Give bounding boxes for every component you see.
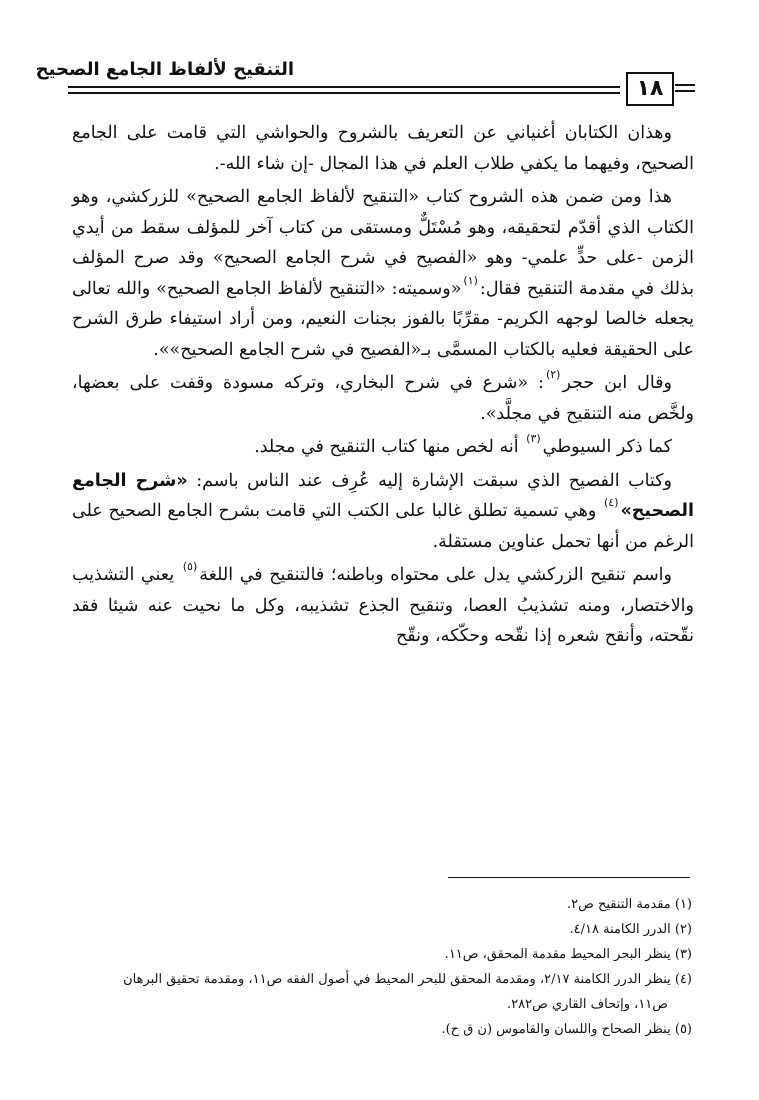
- footnote: (١) مقدمة التنقيح ص٢.: [567, 897, 692, 912]
- footnote: (٥) ينظر الصحاح واللسان والقاموس (ن ق ح).: [441, 1022, 692, 1037]
- footnote-marker[interactable]: (٤): [603, 496, 619, 509]
- header-rule: [675, 84, 695, 86]
- paragraph-text: : «شرع في شرح البخاري، وتركه مسودة وقفت على بعضها، ولخَّص منه التنقيح في مجلَّد».: [72, 373, 694, 424]
- paragraph-text: وقال ابن حجر: [562, 373, 672, 393]
- paragraph-text: واسم تنقيح الزركشي يدل على محتواه وباطنه؛ فالتنقيح في اللغة: [199, 565, 672, 585]
- header-rule: [68, 86, 620, 88]
- main-text: [72, 118, 694, 652]
- header-rule: [675, 90, 695, 92]
- paragraph-text: كما ذكر السيوطي: [542, 437, 672, 457]
- footnote: (٢) الدرر الكامنة ٤/١٨.: [569, 922, 692, 937]
- page-number: ١٨: [626, 72, 674, 106]
- header-rule: [68, 92, 620, 94]
- paragraph-text: وهذان الكتابان أغنياني عن التعريف بالشروح والحواشي التي قامت على الجامع الصحيح، وفيهما ما يكفي طلاب العلم في هذا المجال -إن شاء الله-.: [72, 123, 694, 174]
- footnote-marker[interactable]: (٣): [526, 432, 541, 445]
- paragraph: [72, 560, 694, 652]
- paragraph-text: وكتاب الفصيح الذي سبقت الإشارة إليه عُرِف عند الناس باسم:: [196, 470, 672, 491]
- paragraph: [72, 432, 694, 463]
- quotation-text: «وسميته: «التنقيح لألفاظ الجامع الصحيح» والله تعالى يجعله خالصا لوجهه الكريم- مقرِّبًا بالفوز بجنات النعيم، ومن أراد استيفاء طرق الشرح على الحقيقة فعليه بالكتاب المسمَّى بـ«الفصيح في شرح الجامع الصحيح»».: [72, 278, 694, 360]
- paragraph: [72, 466, 694, 558]
- running-header-title: التنقيح لألفاظ الجامع الصحيح: [35, 59, 294, 80]
- footnote: (٣) ينظر البحر المحيط مقدمة المحقق، ص١١.: [444, 947, 692, 962]
- footnotes: [76, 892, 692, 1042]
- paragraph: [72, 368, 694, 429]
- paragraph-text: وهي تسمية تطلق غالبا على الكتب التي قامت بشرح الجامع الصحيح على الرغم من أنها تحمل عناوين مستقلة.: [72, 501, 694, 552]
- book-title-bold: «شرح الجامع الصحيح»: [72, 470, 694, 521]
- paragraph-text: أنه لخص منها كتاب التنقيح في مجلد.: [254, 437, 519, 457]
- footnote-separator: [448, 877, 690, 878]
- footnote-marker[interactable]: (١): [463, 273, 478, 287]
- paragraph-text: يعني التشذيب والاختصار، ومنه تشذيبُ العصا، وتنقيح الجذع تشذيبه، وكل ما نحيت عنه شيئا فقد نقّحته، وأنقح شعره إذا نقّحه وحكّكه، ونقّح: [72, 565, 694, 646]
- paragraph: [72, 118, 694, 179]
- footnote-continuation: ص١١، وإتحاف القاري ص٢٨٢.: [507, 997, 668, 1012]
- footnote: (٤) ينظر الدرر الكامنة ٢/١٧، ومقدمة المحقق للبحر المحيط في أصول الفقه ص١١، ومقدمة تحقيق البرهان: [123, 972, 692, 987]
- paragraph-text: هذا ومن ضمن هذه الشروح كتاب «التنقيح لألفاظ الجامع الصحيح» للزركشي، وهو الكتاب الذي أقدّم لتحقيقه، وهو مُسْتَلٌّ ومستقى من كتاب آخر للمؤلف سقط من أيدي الزمن -على حدٍّ علمي- وهو «الفصيح في شرح الجامع الصحيح» وقد صرح المؤلف بذلك في مقدمة التنقيح فقال:: [72, 187, 694, 299]
- footnote-marker[interactable]: (٥): [182, 560, 198, 573]
- footnote-marker[interactable]: (٢): [545, 368, 561, 381]
- paragraph: [72, 182, 694, 365]
